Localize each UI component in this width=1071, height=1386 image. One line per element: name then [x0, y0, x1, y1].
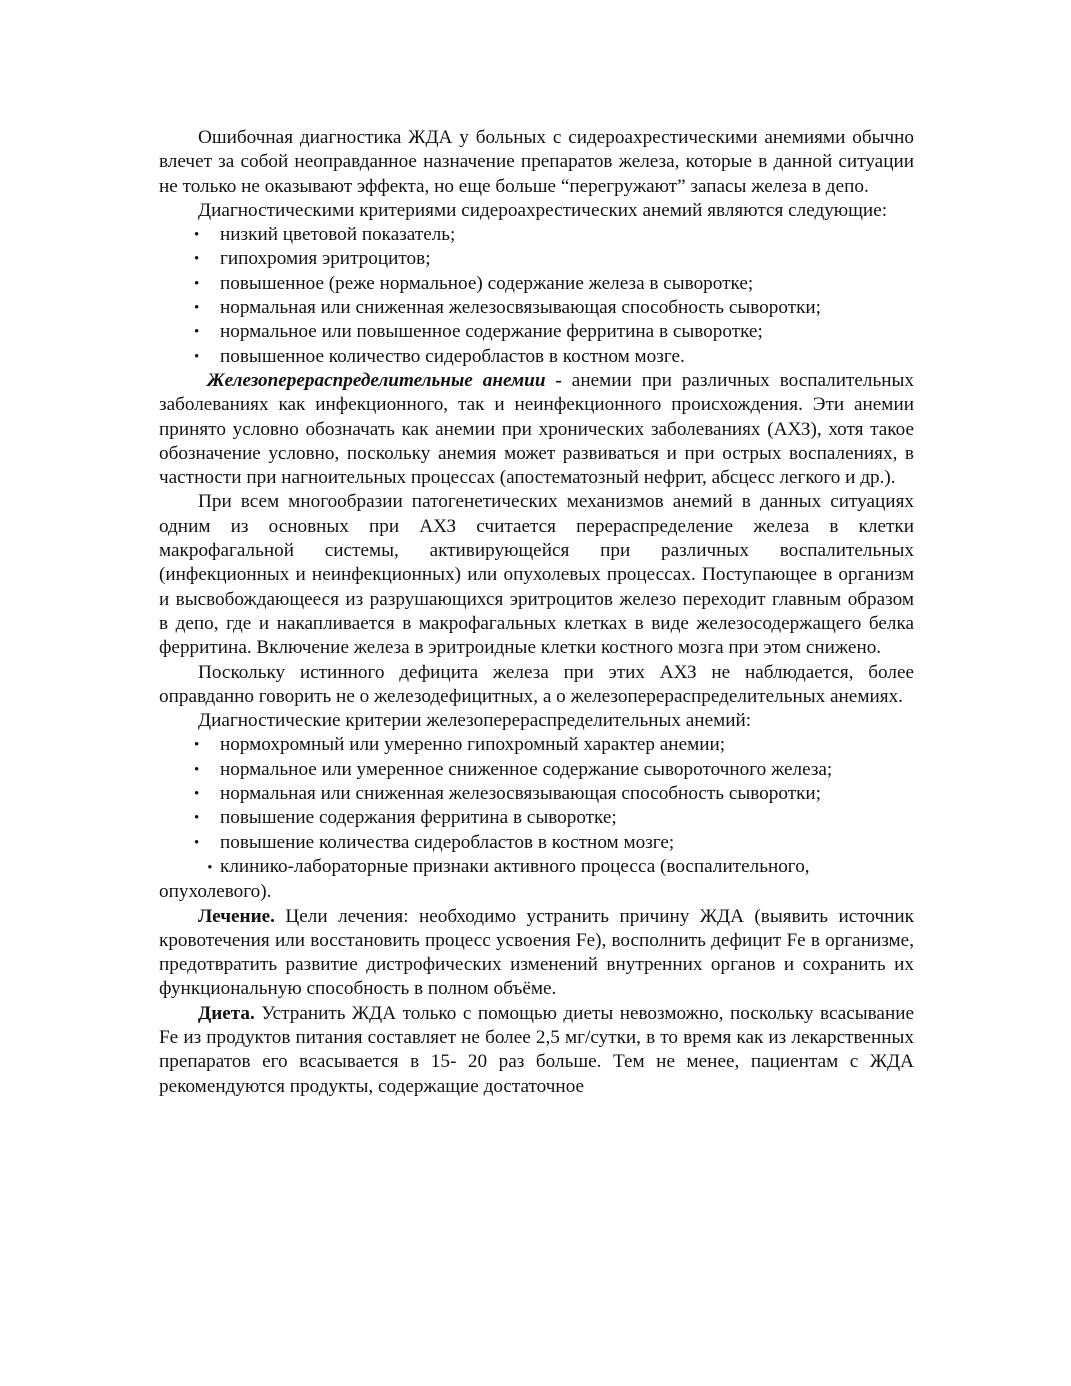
list-item: • повышенное количество сидеробластов в костном мозге. — [159, 345, 914, 369]
paragraph-criteria-redistribution: Диагностические критерии железоперераспределительных анемий: — [198, 710, 752, 732]
list-item: • гипохромия эритроцитов; — [159, 247, 914, 271]
paragraph-pathogenesis: При всем многообразии патогенетических механизмов анемий в данных ситуациях одним из основных при АХЗ считается перераспределение железа в клетки макрофагальной системы, активирующейся при различных воспалительных (инфекционных и неинфекционных) или опухолевых процессах. Поступающее в организм и высвобождающееся из разрушающихся эритроцитов железо переходит главным образом в депо, где и накапливается в макрофагальных клетках в виде железосодержащего белка ферритина. Включение железа в эритроидные клетки костного мозга при этом снижено. — [159, 491, 914, 659]
list-item: • низкий цветовой показатель; — [159, 223, 914, 247]
criteria-list-redistribution — [159, 733, 914, 904]
term-redistribution: Железоперераспределительные анемии - — [207, 369, 562, 391]
bullet-icon: • — [194, 786, 200, 803]
paragraph-redistribution-anemia: Железоперераспределительные анемии - анемии при различных воспалительных заболеваниях как инфекционного, так и неинфекционного происхождения. Эти анемии принято условно обозначать как анемии при хронических заболеваниях (АХЗ), хотя такое обозначение условно, поскольку анемия может развиваться и при острых воспалениях, в частности при нагноительных процессах (апостематозный нефрит, абсцесс легкого и др.). — [159, 369, 914, 489]
list-item: • нормальная или сниженная железосвязывающая способность сыворотки; — [159, 782, 914, 806]
bullet-icon: • — [194, 761, 200, 778]
bullet-icon: • — [194, 810, 200, 827]
paragraph-treatment: Лечение. Цели лечения: необходимо устранить причину ЖДА (выявить источник кровотечения или восстановить процесс усвоения Fe), восполнить дефицит Fe в организме, предотвратить развитие дистрофических изменений внутренних органов и сохранить их функциональную способность в полном объёме. — [159, 905, 914, 1000]
list-item: • повышенное (реже нормальное) содержание железа в сыворотке; — [159, 272, 914, 296]
paragraph-diet: Диета. Устранить ЖДА только с помощью диеты невозможно, поскольку всасывание Fe из продуктов питания составляет не более 2,5 мг/сутки, в то время как из лекарственных препаратов его всасывается в 15- 20 раз больше. Тем не менее, пациентам с ЖДА рекомендуются продукты, содержащие достаточное — [159, 1002, 914, 1097]
list-item: • повышение содержания ферритина в сыворотке; — [159, 806, 914, 830]
criteria-list-sideroachrestic — [159, 223, 914, 369]
list-item: • нормохромный или умеренно гипохромный характер анемии; — [159, 733, 914, 757]
term-treatment: Лечение. — [198, 905, 275, 927]
document-page — [159, 126, 914, 1099]
paragraph-misdiagnosis: Ошибочная диагностика ЖДА у больных с сидероахрестическими анемиями обычно влечет за собой неоправданное назначение препаратов железа, которые в данной ситуации не только не оказывают эффекта, но еще больше “перегружают” запасы железа в депо. — [159, 127, 914, 197]
list-item: • нормальное или повышенное содержание ферритина в сыворотке; — [159, 320, 914, 344]
paragraph-no-true-deficit: Поскольку истинного дефицита железа при этих АХЗ не наблюдается, более оправданно говорить не о железодефицитных, а о железоперераспределительных анемиях. — [159, 661, 914, 707]
list-item: • нормальное или умеренное сниженное содержание сывороточного железа; — [159, 758, 914, 782]
bullet-icon: • — [194, 275, 200, 292]
bullet-icon: • — [194, 834, 200, 851]
bullet-icon: • — [207, 859, 213, 876]
term-diet: Диета. — [198, 1002, 255, 1024]
bullet-icon: • — [194, 324, 200, 341]
list-item: • клинико-лабораторные признаки активного процесса (воспалительного, опухолевого). — [159, 855, 810, 903]
bullet-icon: • — [194, 300, 200, 317]
bullet-icon: • — [194, 348, 200, 365]
bullet-icon: • — [194, 737, 200, 754]
bullet-icon: • — [194, 251, 200, 268]
list-item: • нормальная или сниженная железосвязывающая способность сыворотки; — [159, 296, 914, 320]
list-item: • повышение количества сидеробластов в костном мозге; — [159, 831, 914, 855]
paragraph-criteria-intro: Диагностическими критериями сидероахрестических анемий являются следующие: — [198, 199, 888, 221]
bullet-icon: • — [194, 227, 200, 244]
